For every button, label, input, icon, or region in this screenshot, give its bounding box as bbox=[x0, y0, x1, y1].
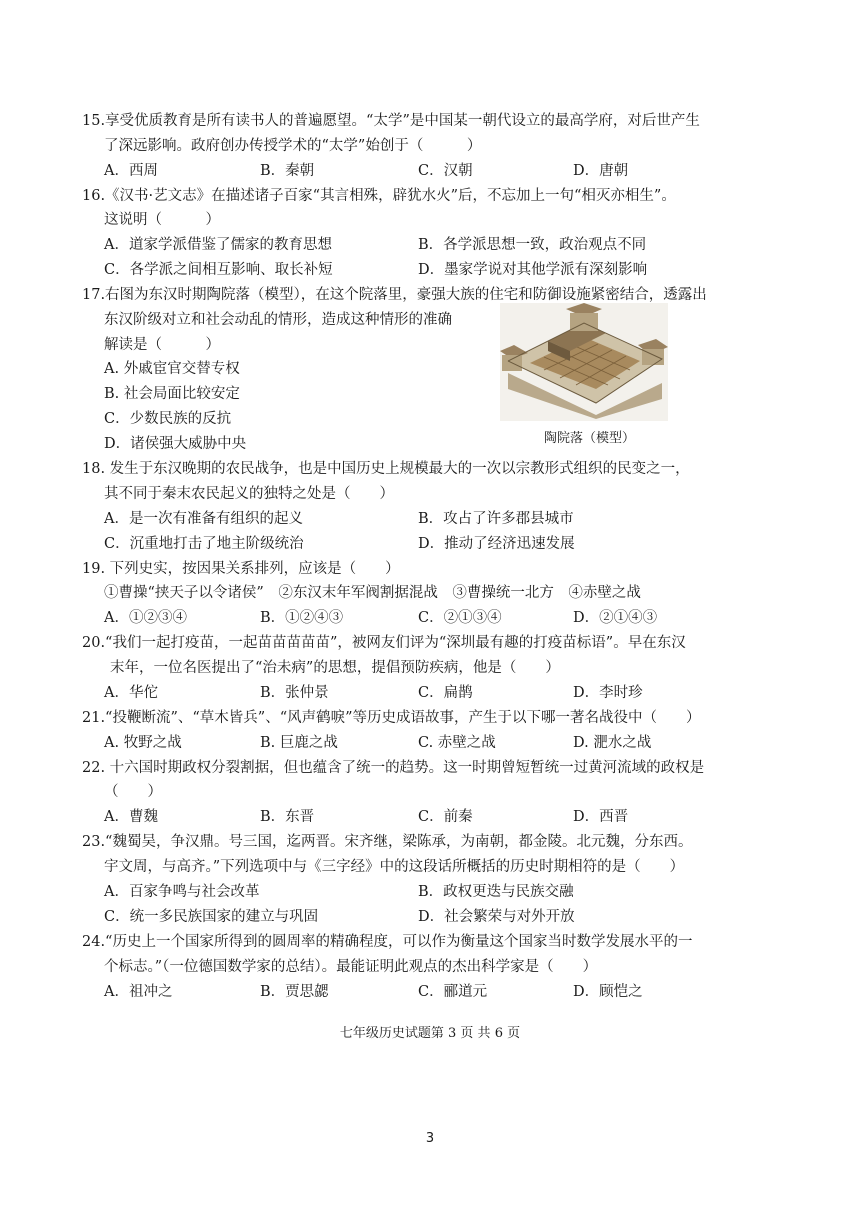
question-17-option-c: C．少数民族的反抗 bbox=[104, 411, 232, 427]
question-16-line-1: 16.《汉书·艺文志》在描述诸子百家“其言相殊，辟犹水火”后，不忘加上一句“相灭亦相生”。 bbox=[82, 188, 676, 204]
question-17-line-2: 东汉阶级对立和社会动乱的情形，造成这种情形的准确 bbox=[104, 312, 452, 328]
question-19-line-1: 19. 下列史实，按因果关系排列，应该是（ ） bbox=[82, 561, 400, 577]
question-18-option-c: C．沉重地打击了地主阶级统治 bbox=[104, 536, 304, 552]
question-17-option-b: B. 社会局面比较安定 bbox=[104, 386, 240, 402]
question-15-option-c: C．汉朝 bbox=[418, 163, 473, 179]
question-17-line-3: 解读是（ ） bbox=[104, 337, 220, 353]
question-20-line-1: 20.“我们一起打疫苗，一起苗苗苗苗苗”，被网友们评为“深圳最有趣的打疫苗标语”。早在东汉 bbox=[82, 635, 686, 651]
question-24-line-2: 个标志。”（一位德国数学家的总结）。最能证明此观点的杰出科学家是（ ） bbox=[104, 959, 598, 975]
question-24-option-c: C．郦道元 bbox=[418, 984, 488, 1000]
question-16-option-d: D．墨家学说对其他学派有深刻影响 bbox=[418, 262, 648, 278]
question-18-option-a: A．是一次有准备有组织的起义 bbox=[104, 511, 303, 527]
question-15-line-1: 15.享受优质教育是所有读书人的普遍愿望。“太学”是中国某一朝代设立的最高学府，对后世产生 bbox=[82, 113, 700, 129]
question-20-option-b: B．张仲景 bbox=[260, 685, 329, 701]
question-17-option-d: D．诸侯强大威胁中央 bbox=[104, 436, 247, 452]
question-22-option-d: D．西晋 bbox=[573, 809, 629, 825]
question-24-option-d: D．顾恺之 bbox=[573, 984, 643, 1000]
question-22-line-1: 22. 十六国时期政权分裂割据，但也蕴含了统一的趋势。这一时期曾短暂统一过黄河流域的政权是 bbox=[82, 760, 705, 776]
question-21-option-a: A. 牧野之战 bbox=[104, 735, 182, 751]
question-23-option-c: C．统一多民族国家的建立与巩固 bbox=[104, 909, 319, 925]
question-16-option-c: C．各学派之间相互影响、取长补短 bbox=[104, 262, 333, 278]
question-23-option-a: A．百家争鸣与社会改革 bbox=[104, 884, 260, 900]
question-16-option-a: A．道家学派借鉴了儒家的教育思想 bbox=[104, 237, 332, 253]
question-19-option-a: A．①②③④ bbox=[104, 610, 187, 626]
question-19-option-d: D．②①④③ bbox=[573, 610, 658, 626]
question-15-option-a: A．西周 bbox=[104, 163, 158, 179]
question-19-line-2: ①曹操“挟天子以令诸侯” ②东汉末年军阀割据混战 ③曹操统一北方 ④赤壁之战 bbox=[104, 585, 641, 601]
question-20-line-2: 末年，一位名医提出了“治未病”的思想，提倡预防疾病，他是（ ） bbox=[110, 660, 560, 676]
question-16-line-2: 这说明（ ） bbox=[104, 212, 220, 228]
question-18-option-b: B．攻占了许多郡县城市 bbox=[418, 511, 574, 527]
question-18-option-d: D．推动了经济迅速发展 bbox=[418, 536, 575, 552]
page-footer: 七年级历史试题第 3 页 共 6 页 bbox=[339, 1026, 521, 1041]
question-19-option-b: B．①②④③ bbox=[260, 610, 344, 626]
pottery-courtyard-model-image bbox=[500, 303, 668, 421]
question-23-option-b: B．政权更迭与民族交融 bbox=[418, 884, 574, 900]
question-15-option-d: D．唐朝 bbox=[573, 163, 629, 179]
question-21-option-b: B. 巨鹿之战 bbox=[260, 735, 338, 751]
question-20-option-c: C．扁鹊 bbox=[418, 685, 473, 701]
question-23-option-d: D．社会繁荣与对外开放 bbox=[418, 909, 575, 925]
question-23-line-2: 宇文周，与高齐。”下列选项中与《三字经》中的这段话所概括的历史时期相符的是（ ） bbox=[104, 859, 685, 875]
figure-caption: 陶院落（模型） bbox=[544, 431, 636, 446]
question-21-option-c: C. 赤壁之战 bbox=[418, 735, 496, 751]
question-18-line-2: 其不同于秦末农民起义的独特之处是（ ） bbox=[104, 486, 394, 502]
question-22-line-2: （ ） bbox=[104, 784, 162, 800]
page-number: 3 bbox=[425, 1131, 435, 1146]
question-22-option-c: C．前秦 bbox=[418, 809, 473, 825]
question-22-option-b: B．东晋 bbox=[260, 809, 315, 825]
question-18-line-1: 18. 发生于东汉晚期的农民战争，也是中国历史上规模最大的一次以宗教形式组织的民变之一， bbox=[82, 461, 690, 477]
question-19-option-c: C．②①③④ bbox=[418, 610, 502, 626]
question-20-option-a: A．华佗 bbox=[104, 685, 158, 701]
question-22-option-a: A．曹魏 bbox=[104, 809, 158, 825]
question-24-line-1: 24.“历史上一个国家所得到的圆周率的精确程度，可以作为衡量这个国家当时数学发展水平的一 bbox=[82, 934, 693, 950]
question-15-line-2: 了深远影响。政府创办传授学术的“太学”始创于（ ） bbox=[104, 138, 482, 154]
question-16-option-b: B．各学派思想一致，政治观点不同 bbox=[418, 237, 647, 253]
question-21-option-d: D. 淝水之战 bbox=[573, 735, 652, 751]
question-24-option-b: B．贾思勰 bbox=[260, 984, 329, 1000]
question-21-line-1: 21.“投鞭断流”、“草木皆兵”、“风声鹤唳”等历史成语故事，产生于以下哪一著名战役中（ ） bbox=[82, 710, 701, 726]
question-24-option-a: A．祖冲之 bbox=[104, 984, 173, 1000]
question-20-option-d: D．李时珍 bbox=[573, 685, 643, 701]
question-17-line-1: 17.右图为东汉时期陶院落（模型），在这个院落里，豪强大族的住宅和防御设施紧密结合，透露出 bbox=[82, 287, 707, 303]
question-15-option-b: B．秦朝 bbox=[260, 163, 315, 179]
question-23-line-1: 23.“魏蜀吴，争汉鼎。号三国，迄两晋。宋齐继，梁陈承，为南朝，都金陵。北元魏，分东西。 bbox=[82, 834, 693, 850]
question-17-option-a: A. 外戚宦官交替专权 bbox=[104, 361, 240, 377]
